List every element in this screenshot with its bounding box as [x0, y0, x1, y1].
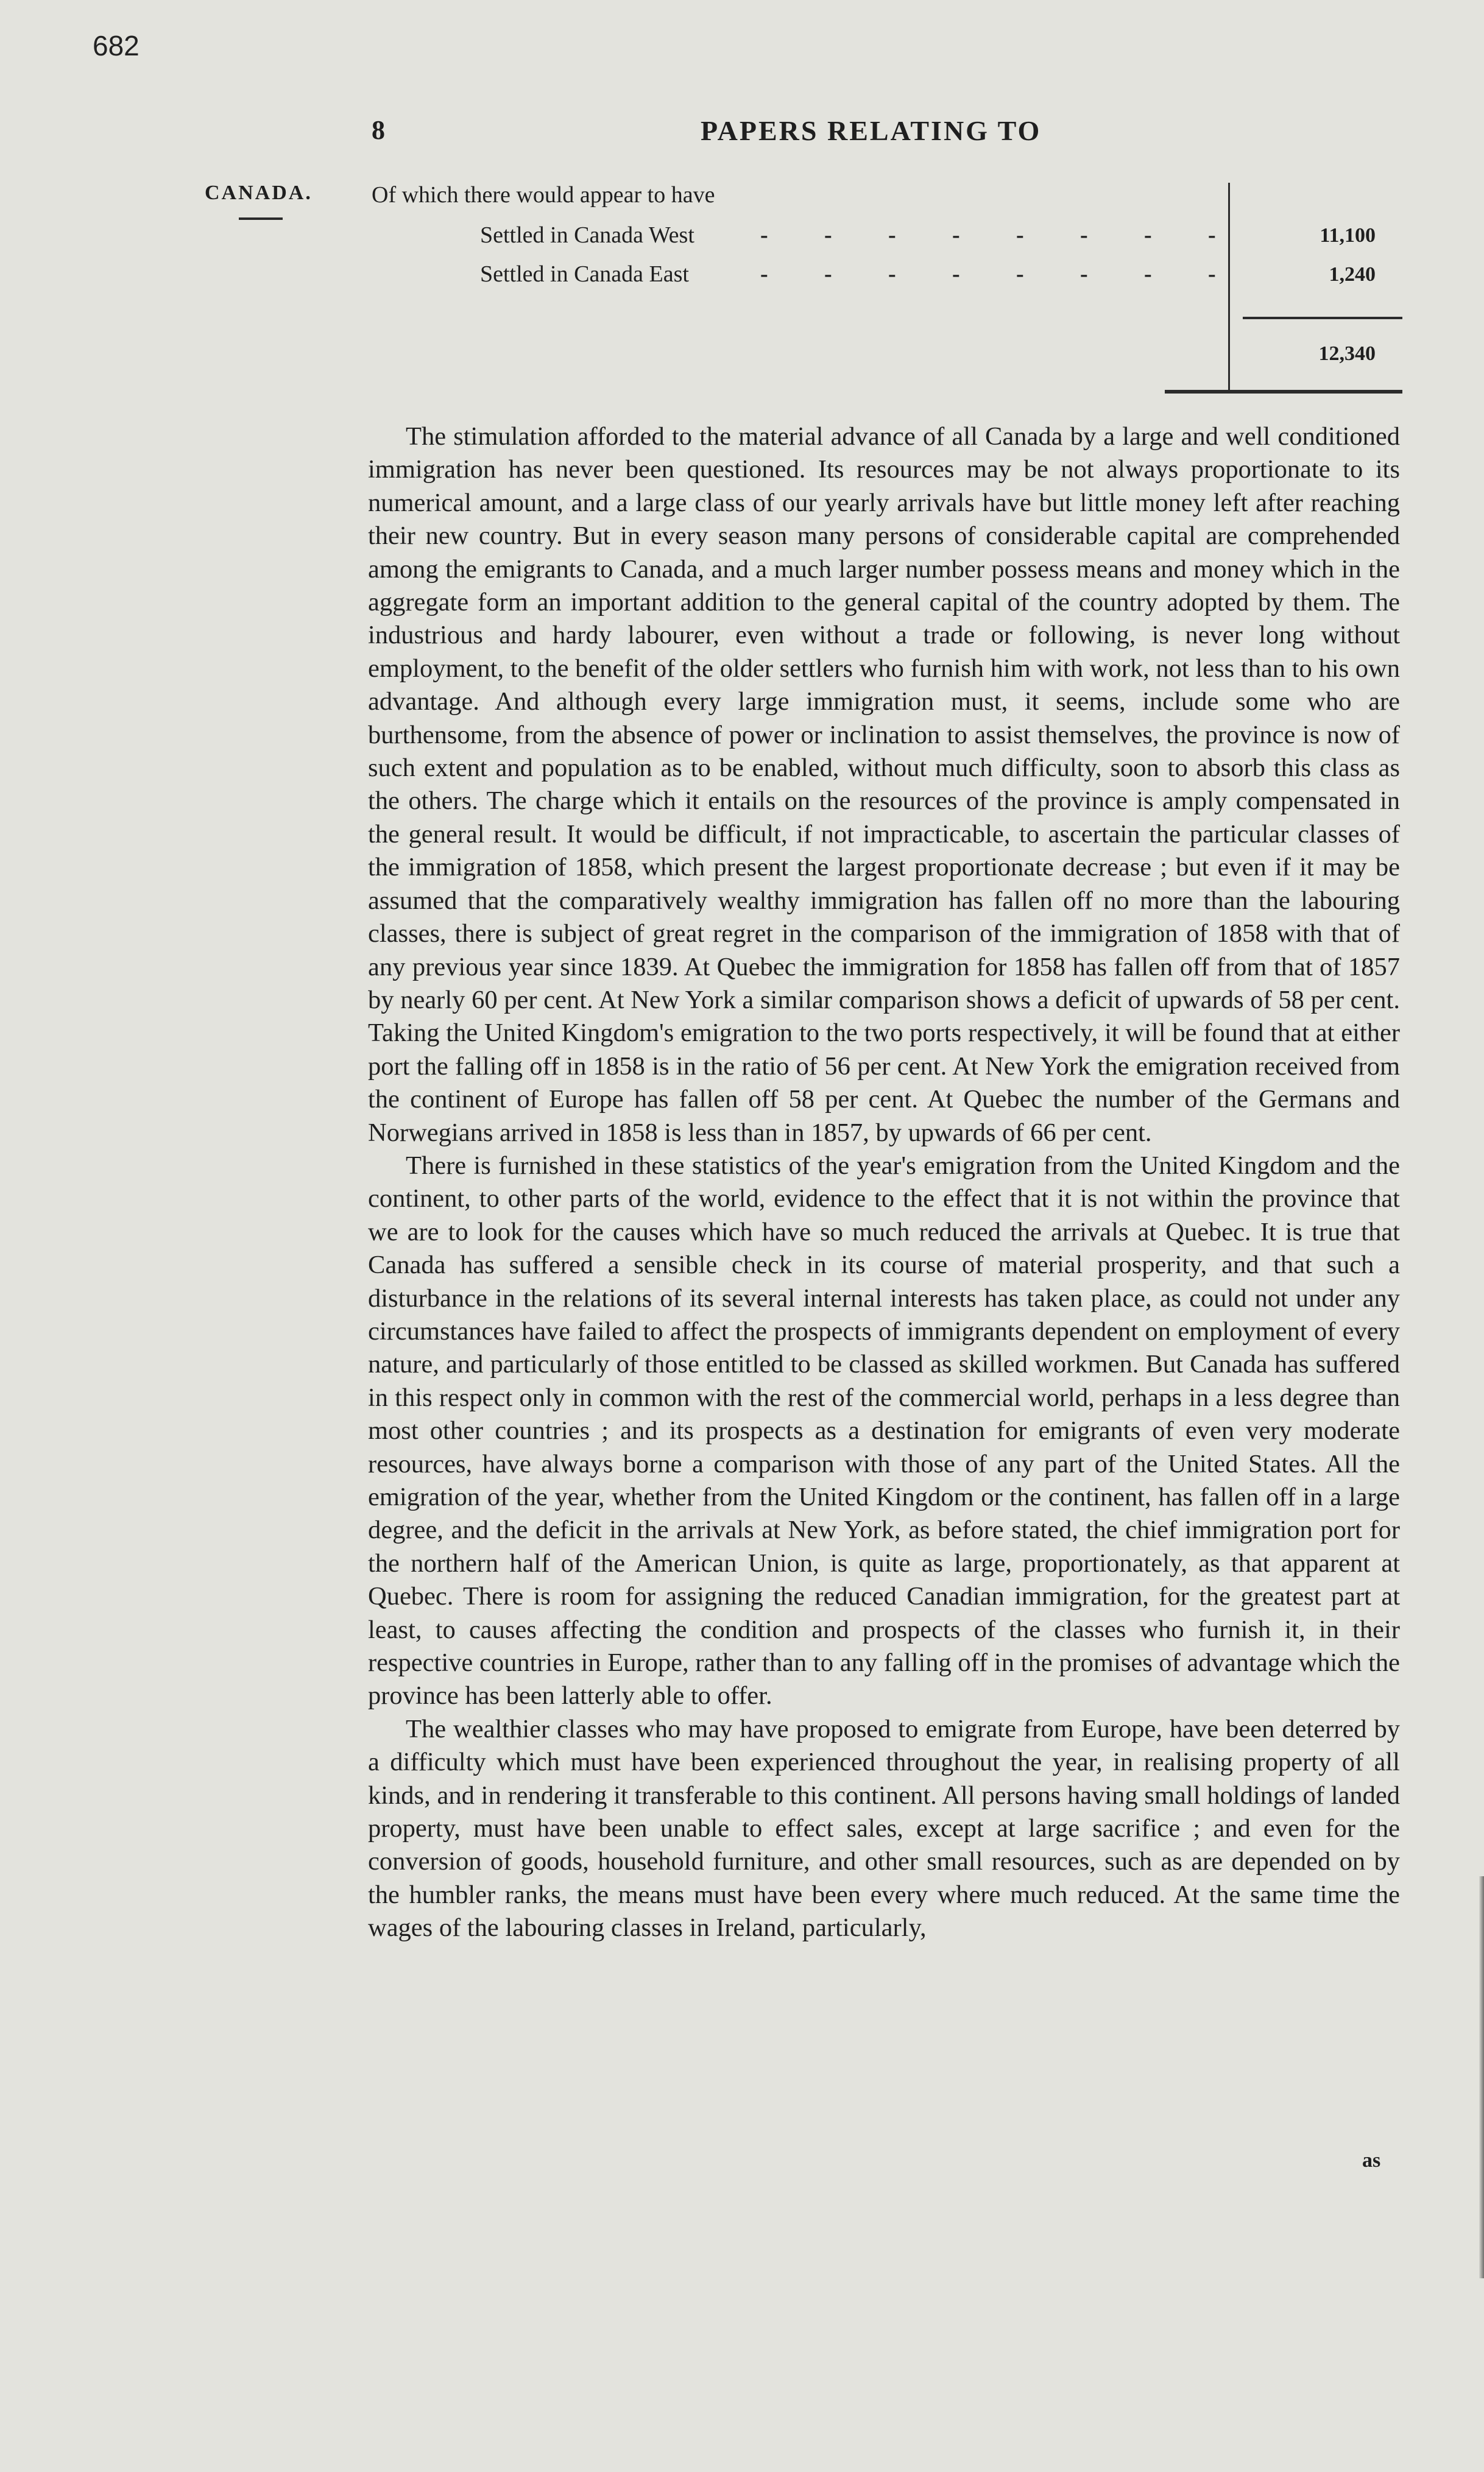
leader-dashes: - - - - - - - - [760, 261, 1216, 287]
table-total: 12,340 [1318, 342, 1376, 365]
table-row [480, 261, 1216, 288]
column-rule [1228, 183, 1230, 390]
page-number: 682 [93, 30, 140, 62]
table-row-value: 1,240 [1329, 263, 1376, 286]
running-head-title: PAPERS RELATING TO [701, 115, 1042, 146]
paragraph: There is furnished in these statistics of the year's emigration from the United Kingdom and the continent, to other parts of the world, evidence to the effect that it is not within the province that we are to look for the causes which have so much reduced the arrivals at Quebec. It is true that Canada has suffered a sensible check in its course of material prosperity, and that such a disturbance in the relations of its several internal interests has taken place, as could not under any circumstances have failed to affect the prospects of immigrants dependent on employment of every nature, and particularly of those entitled to be classed as skilled workmen. But Canada has suffered in this respect only in common with the rest of the commercial world, perhaps in a less degree than most other countries ; and its prospects as a destination for emigrants of even very moderate resources, have always borne a comparison with those of any part of the United States. All the emigration of the year, whether from the United Kingdom or the continent, has fallen off in a large degree, and the deficit in the arrivals at New York, as before stated, the chief immigration port for the northern half of the American Union, is quite as large, proportionately, as that apparent at Quebec. There is room for assigning the reduced Canadian immigration, for the greatest part at least, to causes affecting the condition and prospects of the classes who furnish it, in their respective countries in Europe, rather than to any falling off in the promises of advantage which the province has been latterly able to offer. [368, 1151, 1400, 1711]
paragraph: The stimulation afforded to the material advance of all Canada by a large and well conditioned immigration has never been questioned. Its resources may be not always proportionate to its numerical amount, and a large class of our yearly arrivals have but little money left after reaching their new country. But in every season many persons of considerable capital are comprehended among the emigrants to Canada, and a much larger number possess means and money which in the aggregate form an important addition to the general capital of the country adopted by them. The industrious and hardy labourer, even without a trade or following, is never long without employment, to the benefit of the older settlers who furnish him with work, not less than to his own advantage. And although every large immigration must, it seems, include some who are burthensome, from the absence of power or inclination to assist themselves, the province is now of such extent and population as to be enabled, without much difficulty, soon to absorb this class as the others. The charge which it entails on the resources of the province is amply compensated in the general result. It would be difficult, if not impracticable, to ascertain the particular classes of the immigration of 1858, which present the largest proportionate decrease ; but even if it may be assumed that the comparatively wealthy immigration has fallen off no more than the labouring classes, there is subject of great regret in the comparison of the immigration of 1858 with that of any previous year since 1839. At Quebec the immigration for 1858 has fallen off from that of 1857 by nearly 60 per cent. At New York a similar comparison shows a deficit of upwards of 58 per cent. Taking the United Kingdom's emigration to the two ports respectively, it will be found that at either port the falling off in 1858 is in the ratio of 56 per cent. At New York the emigration received from the continent of Europe has fallen off 58 per cent. At Quebec the number of the Germans and Norwegians arrived in 1858 is less than in 1857, by upwards of 66 per cent. [368, 422, 1400, 1147]
catchword: as [1362, 2149, 1381, 2172]
side-label-rule [239, 217, 283, 220]
leader-dashes: - - - - - - - - [760, 222, 1216, 248]
paragraph: The wealthier classes who may have proposed to emigrate from Europe, have been deterred by a difficulty which must have been experienced throughout the year, in realising property of all kinds, and in rendering it transferable to this continent. All persons having small holdings of landed property, must have been unable to effect sales, except at large sacrifice ; and even for the conversion of goods, household furniture, and other small resources, such as are depended on by the humbler ranks, the means must have been every where much reduced. At the same time the wages of the labouring classes in Ireland, particularly, [368, 1714, 1400, 1943]
table-bottom-rule [1165, 390, 1402, 394]
folio: 8 [372, 115, 385, 145]
table-row-label: Settled in Canada East [480, 261, 689, 287]
table-row-value: 11,100 [1320, 224, 1376, 247]
sum-rule [1243, 317, 1402, 319]
body-text [368, 420, 1400, 1945]
page-edge-shadow [1479, 1876, 1484, 2278]
table-intro: Of which there would appear to have [372, 182, 715, 208]
running-head [372, 115, 1377, 157]
side-label: CANADA. [205, 182, 313, 204]
table-row-label: Settled in Canada West [480, 222, 694, 248]
table-row [480, 222, 1216, 249]
